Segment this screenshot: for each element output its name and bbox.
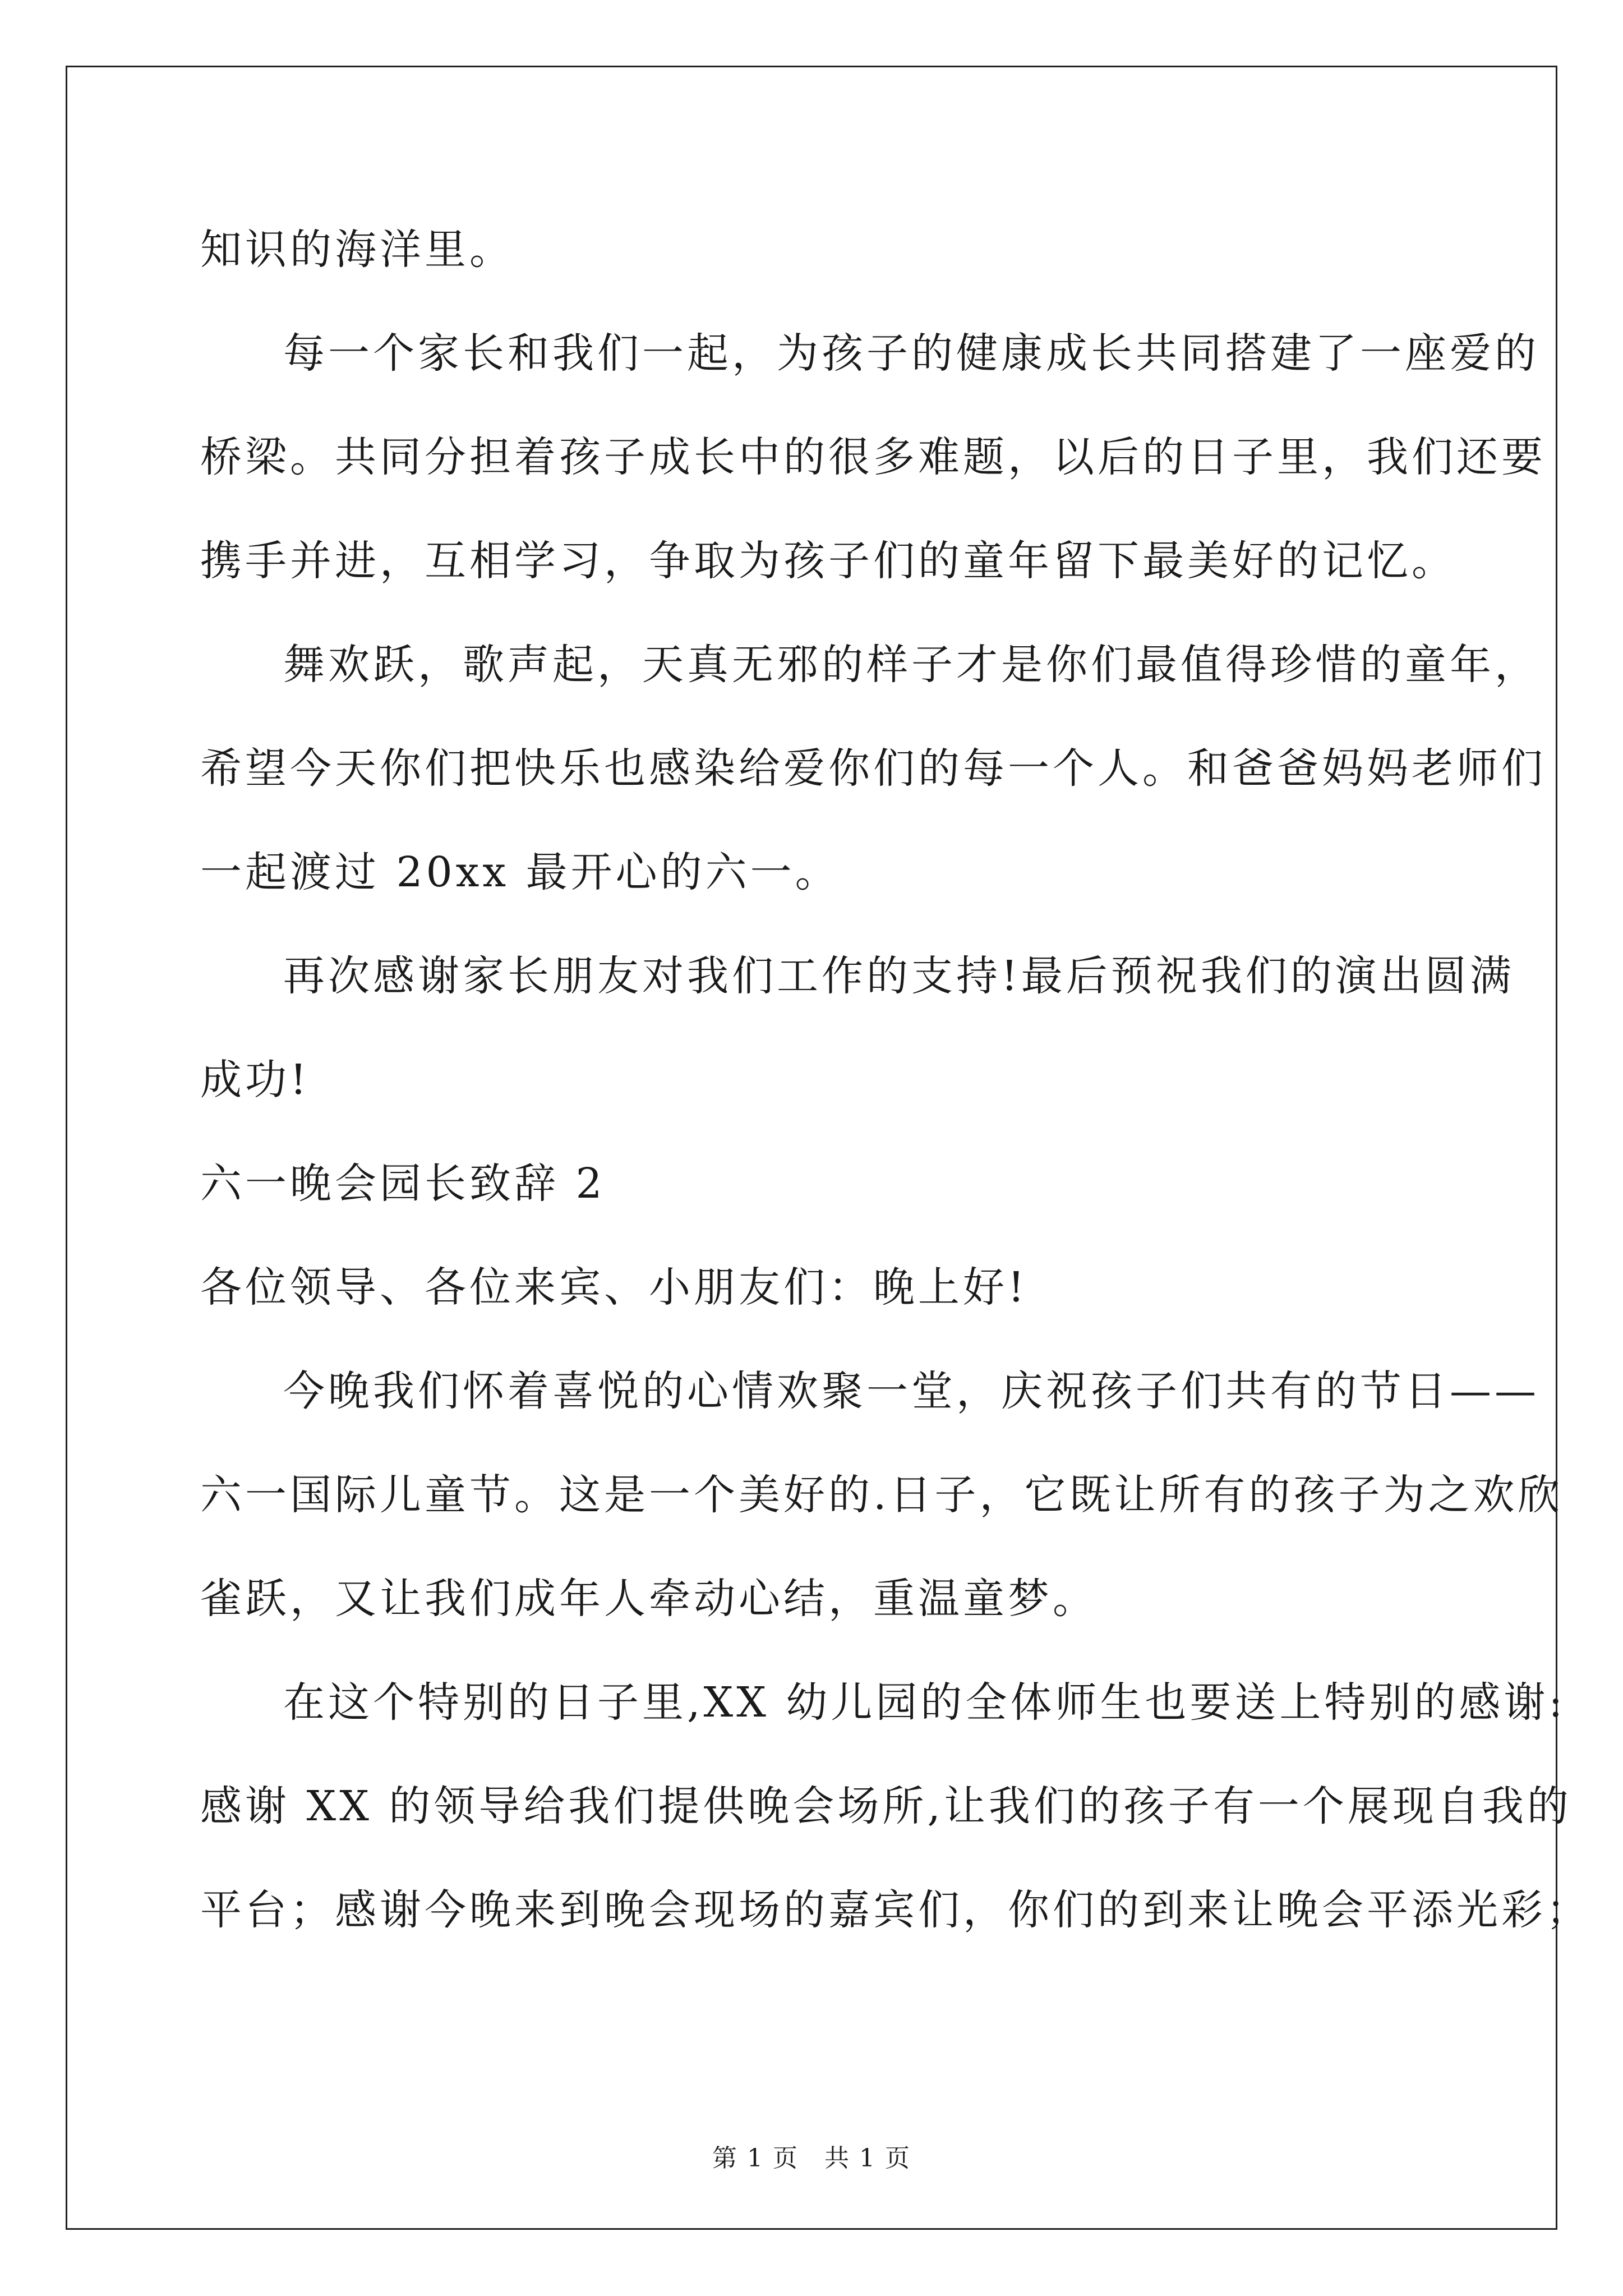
text-line: 再次感谢家长朋友对我们工作的支持!最后预祝我们的演出圆满	[283, 952, 1515, 1000]
section-heading: 六一晚会园长致辞 2	[200, 1159, 606, 1208]
text-line: 桥梁。共同分担着孩子成长中的很多难题，以后的日子里，我们还要	[200, 433, 1546, 481]
text-line: 六一国际儿童节。这是一个美好的.日子，它既让所有的孩子为之欢欣	[200, 1471, 1563, 1519]
page-footer: 第 1 页 共 1 页	[712, 2144, 911, 2173]
text-line: 舞欢跃，歌声起，天真无邪的样子才是你们最值得珍惜的童年，	[283, 641, 1539, 689]
text-line: 在这个特别的日子里,XX 幼儿园的全体师生也要送上特别的感谢:	[283, 1678, 1566, 1727]
text-line: 一起渡过 20xx 最开心的六一。	[200, 848, 840, 896]
text-line: 希望今天你们把快乐也感染给爱你们的每一个人。和爸爸妈妈老师们	[200, 744, 1546, 793]
text-line: 感谢 XX 的领导给我们提供晚会场所,让我们的孩子有一个展现自我的	[200, 1782, 1572, 1830]
text-line: 成功!	[200, 1056, 310, 1104]
text-line: 平台；感谢今晚来到晚会现场的嘉宾们，你们的到来让晚会平添光彩；	[200, 1886, 1591, 1934]
text-line: 知识的海洋里。	[200, 226, 514, 274]
salutation: 各位领导、各位来宾、小朋友们：晚上好!	[200, 1263, 1028, 1312]
text-line: 今晚我们怀着喜悦的心情欢聚一堂，庆祝孩子们共有的节日——	[283, 1367, 1539, 1415]
text-line: 雀跃，又让我们成年人牵动心结，重温童梦。	[200, 1575, 1098, 1623]
text-line: 每一个家长和我们一起，为孩子的健康成长共同搭建了一座爱的	[283, 329, 1539, 378]
text-line: 携手并进，互相学习，争取为孩子们的童年留下最美好的记忆。	[200, 537, 1456, 585]
